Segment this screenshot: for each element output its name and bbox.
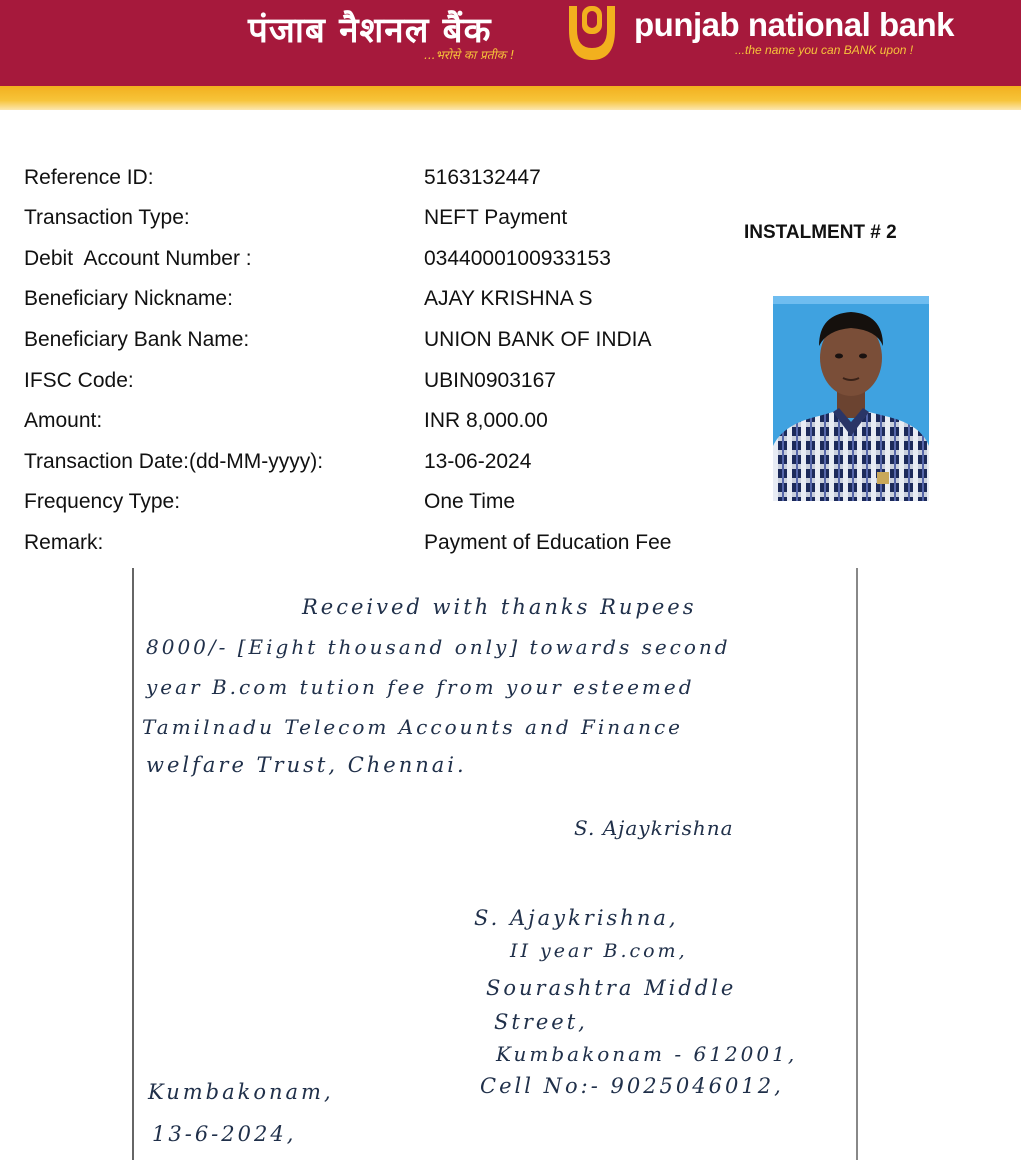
bank-name-hindi: पंजाब नैशनल बैंक [248, 11, 492, 51]
bank-tagline-english: ...the name you can BANK upon ! [735, 43, 914, 57]
detail-row-reference-id [24, 163, 744, 193]
receipt-signature: S. Ajaykrishna [574, 816, 734, 840]
detail-row-remark [24, 528, 744, 558]
detail-value: AJAY KRISHNA S [424, 287, 593, 310]
detail-value: 13-06-2024 [424, 450, 532, 473]
detail-value: UBIN0903167 [424, 369, 556, 392]
detail-label: IFSC Code: [24, 369, 134, 392]
receipt-line: 8000/- [Eight thousand only] towards second [146, 635, 731, 659]
receipt-line: Received with thanks Rupees [302, 595, 697, 619]
detail-label: Transaction Date:(dd-MM-yyyy): [24, 450, 324, 473]
detail-row-beneficiary-nickname [24, 284, 744, 314]
detail-value: 5163132447 [424, 166, 541, 189]
detail-row-amount [24, 406, 744, 436]
pnb-logo-icon [563, 4, 621, 62]
detail-value: INR 8,000.00 [424, 409, 548, 432]
detail-value: UNION BANK OF INDIA [424, 328, 652, 351]
receipt-address-line: Cell No:- 9025046012, [480, 1074, 784, 1098]
detail-label: Remark: [24, 531, 104, 554]
bank-header-banner [0, 0, 1021, 110]
detail-value: Payment of Education Fee [424, 531, 672, 554]
detail-row-ifsc [24, 366, 744, 396]
student-photo-icon [773, 296, 929, 501]
receipt-line: welfare Trust, Chennai. [146, 753, 467, 777]
detail-row-frequency [24, 487, 744, 517]
detail-label: Debit Account Number : [24, 247, 252, 270]
detail-row-transaction-date [24, 447, 744, 477]
receipt-date: 13-6-2024, [152, 1122, 297, 1146]
banner-gold-stripe [0, 86, 1021, 110]
receipt-address-line: II year B.com, [510, 940, 688, 962]
detail-row-beneficiary-bank [24, 325, 744, 355]
detail-label: Frequency Type: [24, 490, 181, 513]
receipt-address-line: Sourashtra Middle [486, 976, 737, 1000]
receipt-address-line: S. Ajaykrishna, [474, 906, 679, 930]
receipt-line: Tamilnadu Telecom Accounts and Finance [142, 715, 684, 739]
receipt-place: Kumbakonam, [148, 1080, 334, 1104]
detail-label: Beneficiary Nickname: [24, 287, 233, 310]
detail-row-transaction-type [24, 203, 744, 233]
detail-value: One Time [424, 490, 516, 513]
receipt-address-line: Street, [494, 1010, 588, 1034]
detail-label: Amount: [24, 409, 103, 432]
bank-name-english: punjab national bank [634, 6, 955, 43]
detail-row-debit-account [24, 244, 744, 274]
receipt-line: year B.com tution fee from your esteemed [146, 675, 695, 699]
detail-label: Transaction Type: [24, 206, 190, 229]
detail-value: NEFT Payment [424, 206, 568, 229]
bank-tagline-hindi: ...भरोसे का प्रतीक ! [424, 48, 515, 62]
receipt-address-line: Kumbakonam - 612001, [496, 1042, 798, 1066]
detail-label: Beneficiary Bank Name: [24, 328, 250, 351]
detail-label: Reference ID: [24, 166, 154, 189]
detail-value: 0344000100933153 [424, 247, 611, 270]
instalment-label: INSTALMENT # 2 [744, 222, 897, 243]
